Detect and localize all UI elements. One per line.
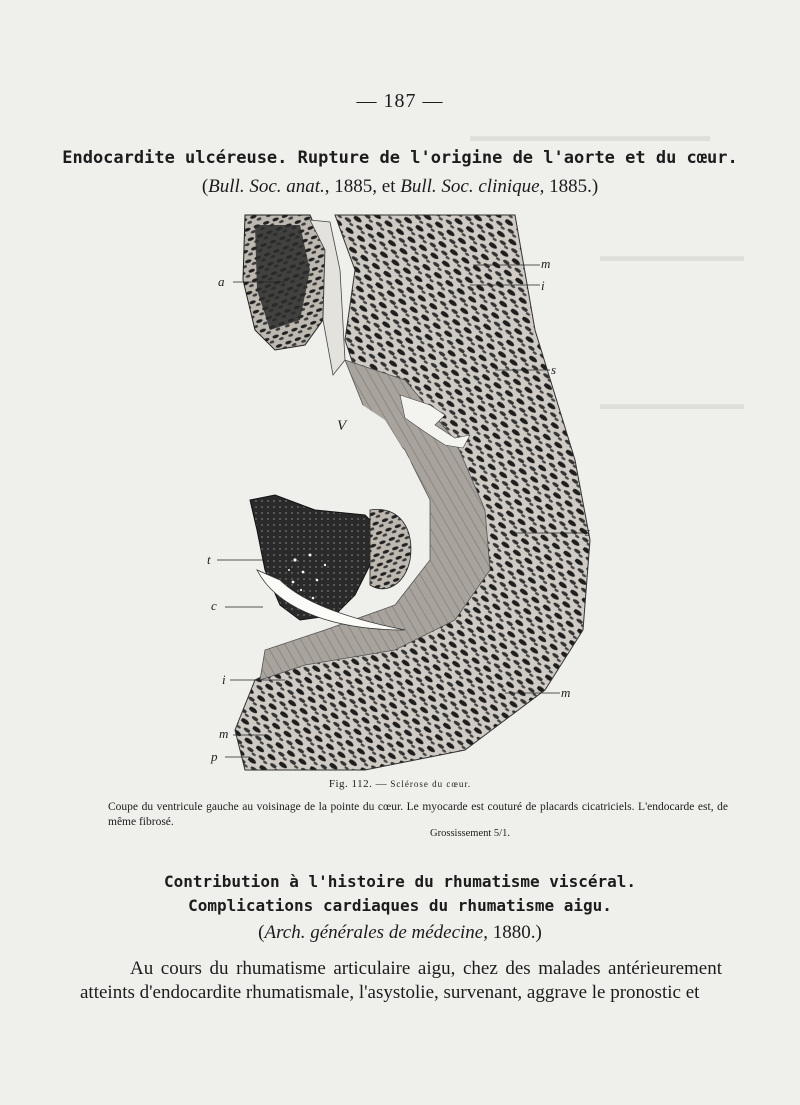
article-title-rhumatisme-line1: Contribution à l'histoire du rhumatisme viscéral.	[163, 872, 636, 891]
figure-label-s2: s	[585, 524, 591, 539]
bleed-through-text: ▬▬▬▬▬▬▬▬▬▬▬▬▬▬▬	[470, 128, 710, 145]
histology-figure	[205, 210, 595, 780]
figure-label-a: a	[218, 274, 225, 289]
figure-caption: Fig. 112. — Sclérose du cœur.	[328, 778, 472, 790]
figure-label-s: s	[551, 362, 557, 377]
figure-label-V: V	[337, 418, 347, 434]
article-citation-1: (Bull. Soc. anat., 1885, et Bull. Soc. clinique, 1885.)	[201, 176, 599, 197]
article-title-rhumatisme-line2: Complications cardiaques du rhumatisme aigu.	[188, 896, 612, 915]
figure-label-i: i	[541, 278, 545, 293]
page-number: — 187 —	[356, 90, 444, 112]
bleed-through-text: ▬▬▬▬▬▬▬▬▬	[600, 248, 744, 265]
figure-label-p: p	[211, 749, 218, 764]
figure-label-t: t	[207, 552, 211, 567]
article-body-text: Au cours du rhumatisme articulaire aigu, chez des malades antérieurement atteints d'endocardite rhumatismale, l'asystolie, survenant, aggrave le pronostic et	[80, 958, 722, 1003]
figure-magnification: Grossissement 5/1.	[430, 828, 510, 839]
figure-description: Coupe du ventricule gauche au voisinage de la pointe du cœur. Le myocarde est couturé de placards cicatriciels. L'endocarde est, de même fibrosé.	[108, 801, 728, 828]
bleed-through-text: ▬▬▬▬▬▬▬▬▬	[600, 396, 744, 413]
figure-caption-title: Sclérose du cœur.	[390, 779, 472, 789]
figure-label-m: m	[541, 256, 551, 271]
article-title-endocardite: Endocardite ulcéreuse. Rupture de l'origine de l'aorte et du cœur.	[62, 148, 738, 168]
figure-label-m2: m	[561, 685, 571, 700]
figure-label-c: c	[211, 598, 217, 613]
article-citation-2: (Arch. générales de médecine, 1880.)	[258, 922, 542, 943]
heart-section-illustration	[205, 210, 595, 780]
thrombus-vegetation	[250, 495, 380, 620]
figure-label-m3: m	[219, 726, 229, 741]
figure-label-i2: i	[222, 672, 226, 687]
